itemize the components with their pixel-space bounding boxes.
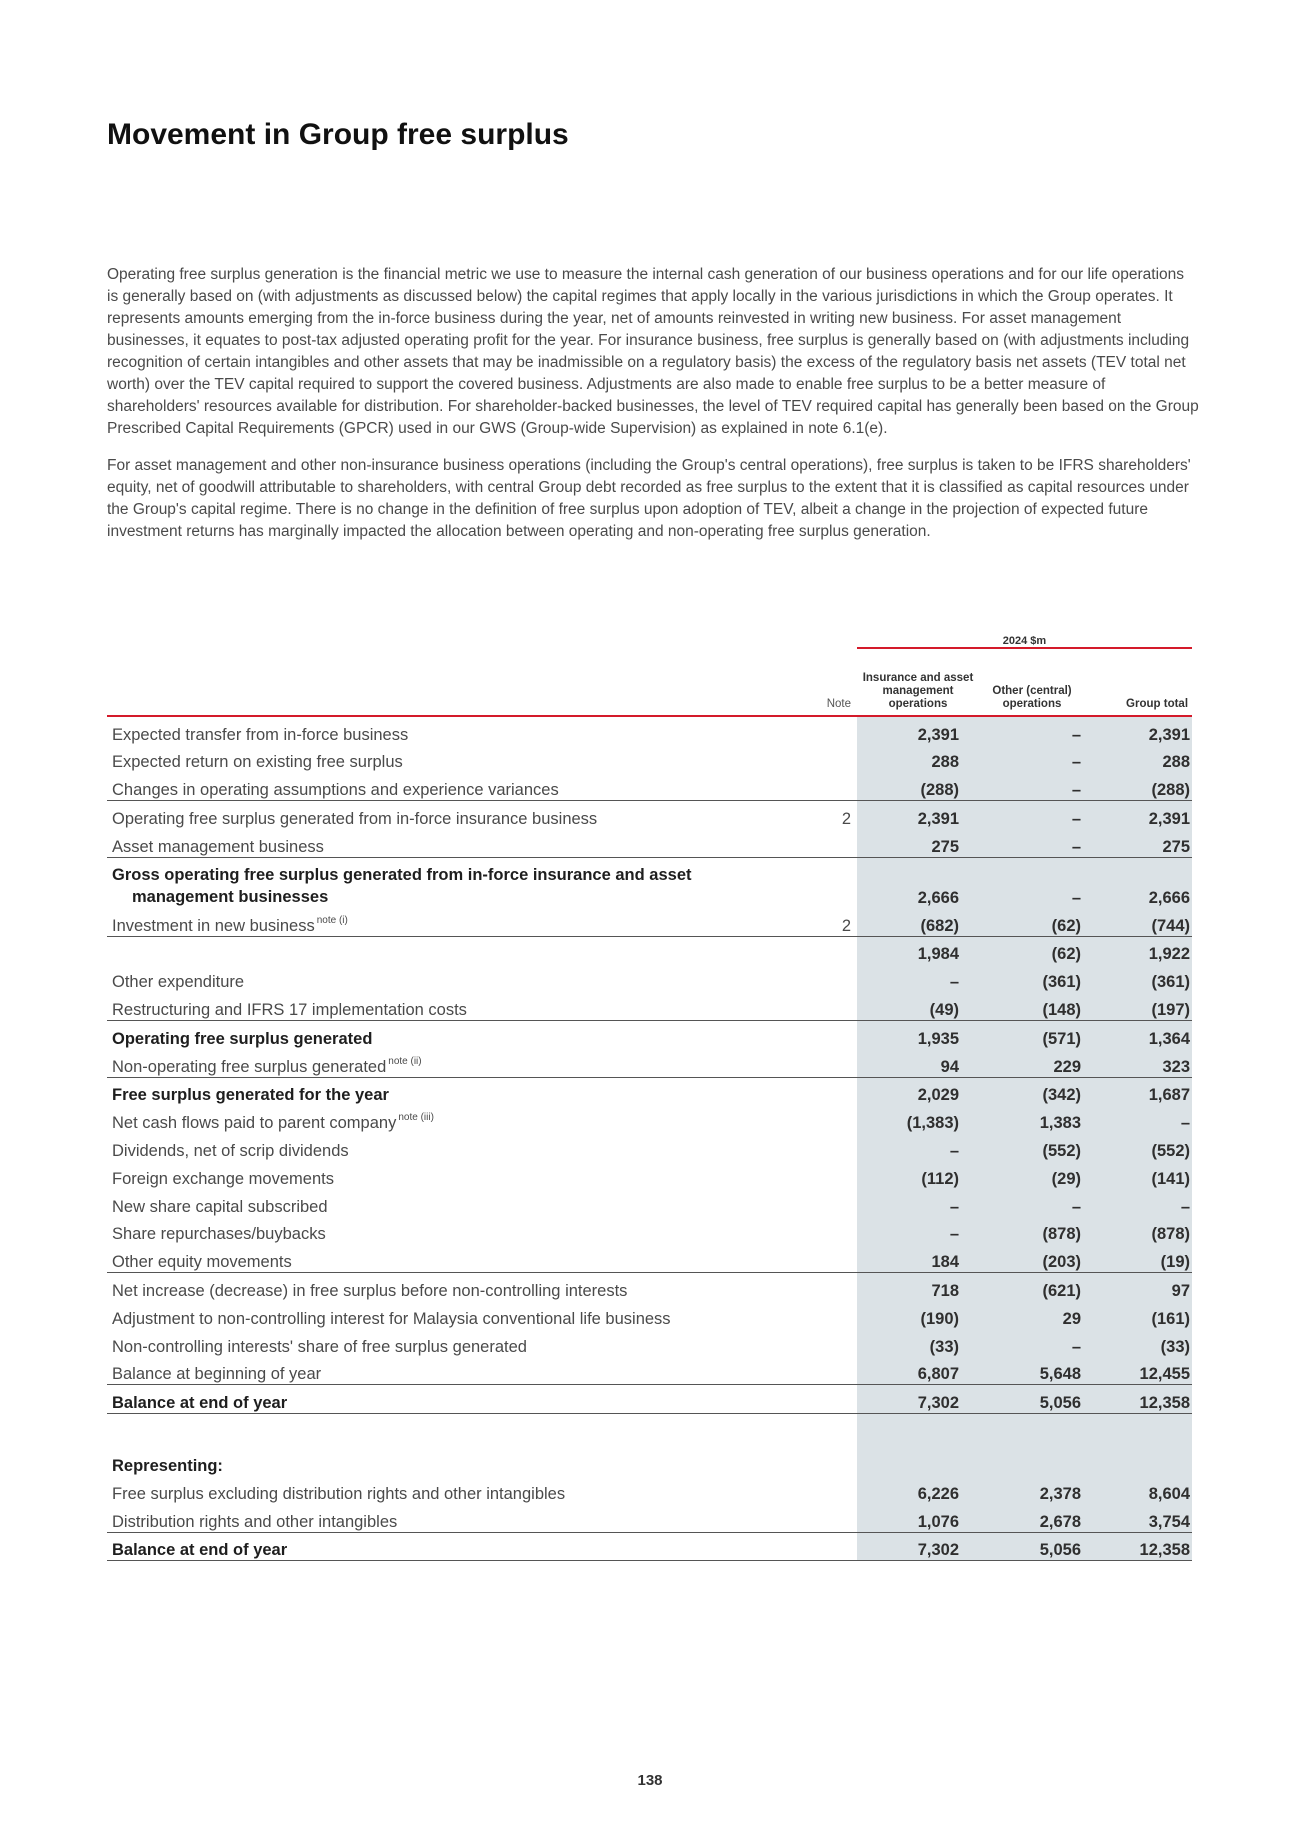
row-insurance-value: –	[857, 1189, 979, 1217]
row-label: Distribution rights and other intangibles	[112, 1512, 398, 1531]
intro-paragraph-2: For asset management and other non-insurance business operations (including the Group's central operations), free surplus is taken to be IFRS shareholders' equity, net of goodwill attributable to shareholders, with central Group debt recorded as free surplus to the extent that it is classified as capital resources under the Group's capital regime. There is no change in the definition of free surplus upon adoption of TEV, albeit a change in the projection of expected future investment returns has marginally impacted the allocation between operating and non-operating free surplus generation.	[107, 457, 1191, 540]
row-label: Restructuring and IFRS 17 implementation costs	[112, 1000, 467, 1019]
row-insurance-value: 1,984	[857, 936, 979, 964]
row-label: Balance at end of year	[107, 1385, 747, 1414]
row-insurance-value: (190)	[857, 1301, 979, 1329]
row-label: New share capital subscribed	[112, 1197, 328, 1216]
row-other-value: 229	[979, 1049, 1085, 1077]
row-insurance-value: –	[857, 964, 979, 992]
row-label: Dividends, net of scrip dividends	[112, 1141, 349, 1160]
table-row	[107, 1020, 1192, 1048]
representing-heading: Representing:	[112, 1456, 223, 1475]
row-other-value: –	[979, 1189, 1085, 1217]
row-group-value: (33)	[1085, 1329, 1192, 1357]
row-note	[747, 1329, 857, 1357]
row-label: Operating free surplus generated	[107, 1020, 747, 1048]
row-label	[107, 1049, 747, 1077]
row-label: Foreign exchange movements	[112, 1169, 334, 1188]
row-note	[747, 857, 857, 908]
row-note	[747, 964, 857, 992]
row-insurance-value: –	[857, 1133, 979, 1161]
table-spacer	[107, 1414, 1192, 1449]
row-other-value: 1,383	[979, 1105, 1085, 1133]
row-note	[747, 1273, 857, 1301]
table-row	[107, 1476, 1192, 1504]
row-note	[747, 1161, 857, 1189]
row-group-value: 8,604	[1085, 1476, 1192, 1504]
row-label: Free surplus generated for the year	[107, 1077, 747, 1105]
row-other-value: –	[979, 801, 1085, 829]
row-other-value: 2,678	[979, 1504, 1085, 1532]
row-group-value: 2,666	[1085, 857, 1192, 908]
row-group-value: (197)	[1085, 992, 1192, 1020]
row-note	[747, 1133, 857, 1161]
table-row	[107, 829, 1192, 857]
row-note	[747, 1105, 857, 1133]
row-note-ref: note (ii)	[388, 1055, 422, 1067]
row-other-value: (621)	[979, 1273, 1085, 1301]
row-group-value: 12,455	[1085, 1357, 1192, 1385]
table-row	[107, 801, 1192, 829]
header-insurance: Insurance and asset management operations	[857, 648, 979, 716]
header-group: Group total	[1085, 648, 1192, 716]
row-insurance-value: 7,302	[857, 1385, 979, 1414]
row-insurance-value: (112)	[857, 1161, 979, 1189]
table-row	[107, 964, 1192, 992]
row-group-value: 288	[1085, 745, 1192, 773]
row-label-text: Non-operating free surplus generated	[112, 1057, 387, 1076]
table-row	[107, 1273, 1192, 1301]
row-label: Balance at end of year	[107, 1532, 747, 1561]
page-number: 138	[637, 1772, 663, 1789]
row-group-value: –	[1085, 1105, 1192, 1133]
row-group-value: –	[1085, 1189, 1192, 1217]
row-insurance-value: 6,807	[857, 1357, 979, 1385]
row-other-value: (878)	[979, 1217, 1085, 1245]
row-label-line-1: Gross operating free surplus generated from in-force insurance and asset	[112, 865, 692, 884]
row-label: Balance at beginning of year	[112, 1365, 322, 1384]
row-note	[747, 1020, 857, 1048]
row-label: Changes in operating assumptions and experience variances	[112, 781, 559, 800]
row-insurance-value: 184	[857, 1244, 979, 1272]
table-row	[107, 1161, 1192, 1189]
representing-heading-row	[107, 1448, 1192, 1476]
row-other-value: –	[979, 857, 1085, 908]
row-group-value: 2,391	[1085, 801, 1192, 829]
row-group-value: (19)	[1085, 1244, 1192, 1272]
row-other-value: 29	[979, 1301, 1085, 1329]
row-label: Other equity movements	[112, 1253, 292, 1272]
row-note	[747, 1357, 857, 1385]
row-group-value: (744)	[1085, 908, 1192, 936]
row-insurance-value: 2,666	[857, 857, 979, 908]
table-row	[107, 936, 1192, 964]
intro-text	[107, 264, 1199, 558]
row-group-value: (161)	[1085, 1301, 1192, 1329]
row-label: Expected transfer from in-force business	[112, 725, 409, 744]
row-note	[747, 1049, 857, 1077]
row-other-value: –	[979, 829, 1085, 857]
row-other-value: –	[979, 716, 1085, 745]
row-insurance-value: 2,391	[857, 716, 979, 745]
table-row	[107, 1133, 1192, 1161]
table-row	[107, 1077, 1192, 1105]
row-note	[747, 745, 857, 773]
row-note	[747, 716, 857, 745]
row-note-ref: note (iii)	[398, 1112, 434, 1124]
row-other-value: –	[979, 745, 1085, 773]
row-group-value: (878)	[1085, 1217, 1192, 1245]
row-label	[107, 1105, 747, 1133]
row-insurance-value: (49)	[857, 992, 979, 1020]
row-note	[747, 829, 857, 857]
row-insurance-value: 2,391	[857, 801, 979, 829]
free-surplus-table	[107, 620, 1192, 1561]
row-label	[107, 857, 747, 908]
row-label: Non-controlling interests' share of free surplus generated	[112, 1337, 527, 1356]
row-note	[747, 1189, 857, 1217]
row-insurance-value: 6,226	[857, 1476, 979, 1504]
row-other-value: (62)	[979, 936, 1085, 964]
row-group-value: 12,358	[1085, 1385, 1192, 1414]
row-insurance-value: 288	[857, 745, 979, 773]
table-row	[107, 1244, 1192, 1272]
row-other-value: (552)	[979, 1133, 1085, 1161]
row-other-value: 2,378	[979, 1476, 1085, 1504]
row-group-value: 1,687	[1085, 1077, 1192, 1105]
row-label: Other expenditure	[112, 973, 245, 992]
table-row	[107, 1385, 1192, 1414]
row-insurance-value: –	[857, 1217, 979, 1245]
row-other-value: (29)	[979, 1161, 1085, 1189]
row-insurance-value: (33)	[857, 1329, 979, 1357]
row-note	[747, 1385, 857, 1414]
intro-paragraph-1: Operating free surplus generation is the financial metric we use to measure the internal cash generation of our business operations and for our life operations is generally based on (with adjustments as discussed below) the capital regimes that apply locally in the various jurisdictions in which the Group operates. It represents amounts emerging from the in-force business during the year, net of amounts reinvested in writing new business. For asset management businesses, it equates to post-tax adjusted operating profit for the year. For insurance business, free surplus is generally based on (with adjustments including recognition of certain intangibles and other assets that may be inadmissible on a regulatory basis) the excess of the regulatory basis net assets (TEV total net worth) over the TEV capital required to support the covered business. Adjustments are also made to enable free surplus to be a better measure of shareholders' resources available for distribution. For shareholder-backed businesses, the level of TEV required capital has generally been based on the Group Prescribed Capital Requirements (GPCR) used in our GWS (Group-wide Supervision) as explained in note 6.1(e).	[107, 266, 1199, 437]
row-note	[747, 992, 857, 1020]
table-row	[107, 1357, 1192, 1385]
row-label-text: Net cash flows paid to parent company	[112, 1114, 397, 1133]
row-other-value: (571)	[979, 1020, 1085, 1048]
row-other-value: 5,648	[979, 1357, 1085, 1385]
table-row	[107, 1329, 1192, 1357]
header-other: Other (central) operations	[979, 648, 1085, 716]
row-group-value: 97	[1085, 1273, 1192, 1301]
page-title: Movement in Group free surplus	[107, 118, 569, 151]
row-other-value: 5,056	[979, 1532, 1085, 1561]
row-group-value: (361)	[1085, 964, 1192, 992]
row-label: Net increase (decrease) in free surplus before non-controlling interests	[107, 1273, 747, 1301]
row-note: 2	[841, 916, 851, 935]
row-label	[107, 936, 747, 964]
table-row	[107, 716, 1192, 745]
row-group-value: 275	[1085, 829, 1192, 857]
row-note	[747, 1217, 857, 1245]
row-other-value: (62)	[979, 908, 1085, 936]
table-row	[107, 1532, 1192, 1561]
row-note	[747, 772, 857, 800]
row-other-value: 5,056	[979, 1385, 1085, 1414]
row-label	[107, 908, 747, 936]
row-note	[747, 1301, 857, 1329]
row-insurance-value: 7,302	[857, 1532, 979, 1561]
row-group-value: 1,364	[1085, 1020, 1192, 1048]
row-other-value: (342)	[979, 1077, 1085, 1105]
period-label: 2024 $m	[857, 620, 1192, 648]
table-row	[107, 1105, 1192, 1133]
row-label-text: Investment in new business	[112, 916, 315, 935]
row-insurance-value: (1,383)	[857, 1105, 979, 1133]
table-row	[107, 1217, 1192, 1245]
row-insurance-value: 718	[857, 1273, 979, 1301]
row-group-value: (552)	[1085, 1133, 1192, 1161]
row-note: 2	[747, 801, 857, 829]
row-label: Adjustment to non-controlling interest for Malaysia conventional life business	[112, 1309, 671, 1328]
row-label: Expected return on existing free surplus	[112, 753, 403, 772]
row-other-value: –	[979, 772, 1085, 800]
row-note	[747, 1244, 857, 1272]
row-label: Asset management business	[112, 837, 324, 856]
row-other-value: (148)	[979, 992, 1085, 1020]
row-label: Operating free surplus generated from in-force insurance business	[107, 801, 747, 829]
table-row	[107, 908, 1192, 936]
row-group-value: 3,754	[1085, 1504, 1192, 1532]
table-row	[107, 1049, 1192, 1077]
row-group-value: 12,358	[1085, 1532, 1192, 1561]
row-group-value: 2,391	[1085, 716, 1192, 745]
row-other-value: (203)	[979, 1244, 1085, 1272]
table-row	[107, 1301, 1192, 1329]
row-insurance-value: 2,029	[857, 1077, 979, 1105]
row-group-value: 1,922	[1085, 936, 1192, 964]
row-other-value: –	[979, 1329, 1085, 1357]
row-note	[747, 1077, 857, 1105]
row-label: Free surplus excluding distribution rights and other intangibles	[112, 1484, 566, 1503]
row-group-value: (141)	[1085, 1161, 1192, 1189]
row-insurance-value: (288)	[857, 772, 979, 800]
row-other-value: (361)	[979, 964, 1085, 992]
row-insurance-value: 94	[857, 1049, 979, 1077]
row-label-line-2: management businesses	[132, 887, 329, 906]
table-row	[107, 1189, 1192, 1217]
table-row	[107, 1504, 1192, 1532]
row-group-value: (288)	[1085, 772, 1192, 800]
table-row	[107, 857, 1192, 908]
table-row	[107, 745, 1192, 773]
row-note	[747, 936, 857, 964]
row-label: Share repurchases/buybacks	[112, 1225, 326, 1244]
row-insurance-value: 275	[857, 829, 979, 857]
row-insurance-value: (682)	[857, 908, 979, 936]
row-insurance-value: 1,935	[857, 1020, 979, 1048]
table-row	[107, 772, 1192, 800]
header-note: Note	[747, 648, 857, 716]
row-group-value: 323	[1085, 1049, 1192, 1077]
row-note-ref: note (i)	[316, 914, 348, 926]
table-row	[107, 992, 1192, 1020]
row-insurance-value: 1,076	[857, 1504, 979, 1532]
